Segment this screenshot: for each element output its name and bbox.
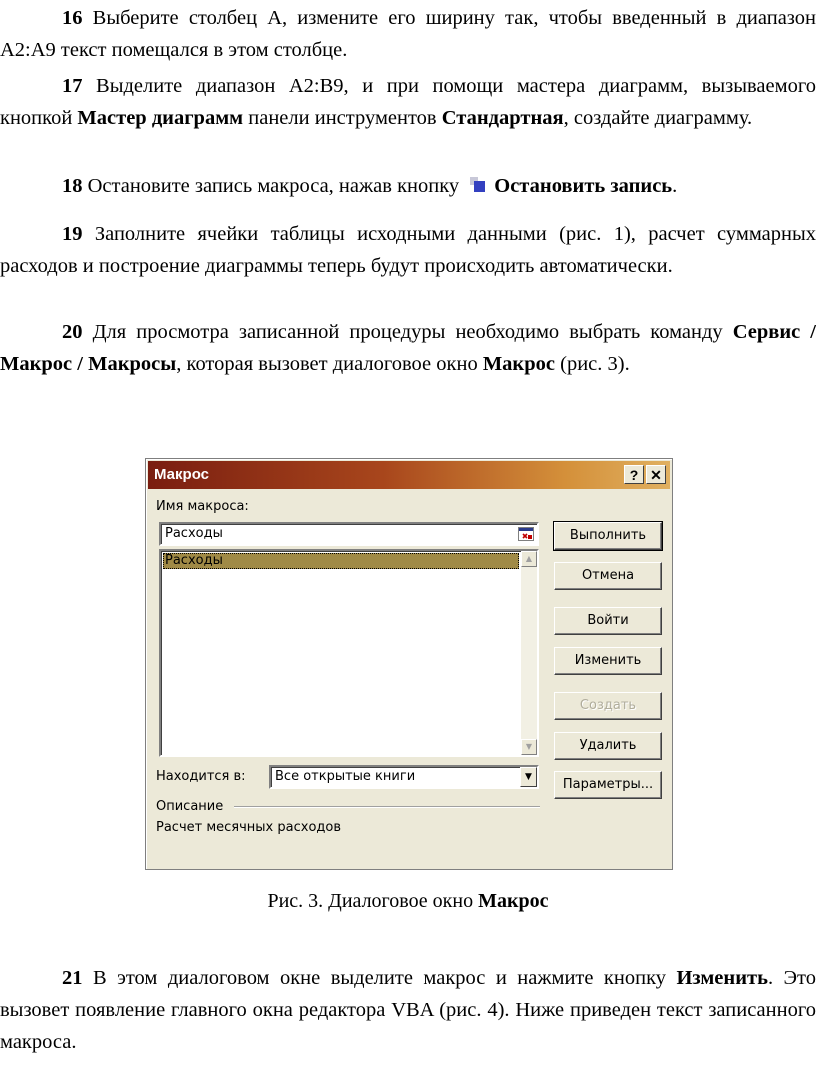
paragraph-number: 18	[62, 175, 83, 197]
paragraph-text: .	[672, 175, 678, 197]
bold-term: Остановить запись	[494, 175, 673, 197]
paragraph-number: 19	[62, 223, 83, 245]
run-button[interactable]: Выполнить	[554, 522, 662, 550]
macro-name-value: Расходы	[165, 526, 223, 541]
caption-text: Рис. 3. Диалоговое окно	[267, 890, 479, 912]
help-button[interactable]: ?	[624, 465, 644, 484]
paragraph-text: Выделите диапазон А2:В9, и при помощи мастера диаграмм, вызываемого кнопкой	[0, 75, 816, 129]
bold-term: Изменить	[676, 967, 768, 989]
paragraph-text: Заполните ячейки таблицы исходными данными (рис. 1), расчет суммарных расходов и построение диаграммы теперь будут происходить автоматически.	[0, 223, 816, 277]
macro-name-label: Имя макроса:	[156, 499, 249, 514]
step-into-button[interactable]: Войти	[554, 607, 662, 635]
figure-caption	[0, 888, 816, 914]
options-button[interactable]: Параметры...	[554, 771, 662, 799]
description-divider	[234, 806, 540, 808]
bold-term: Макрос	[482, 353, 555, 375]
paragraph-text: . Это вызовет появление главного окна редактора VBA (рис. 4). Ниже приведен текст записанного макроса.	[0, 967, 816, 1053]
location-value: Все открытые книги	[275, 769, 416, 784]
paragraph-number: 16	[62, 7, 83, 29]
paragraph-text: Остановите запись макроса, нажав кнопку	[87, 175, 460, 197]
bold-term: Сервис / Макрос / Макросы	[0, 321, 816, 375]
paragraph-number: 20	[62, 321, 83, 343]
stop-recording-icon	[466, 176, 488, 194]
paragraph-19	[0, 218, 816, 282]
location-label: Находится в:	[156, 769, 246, 784]
macro-name-input[interactable]	[159, 522, 539, 546]
paragraph-21	[0, 962, 816, 1058]
cancel-button[interactable]: Отмена	[554, 562, 662, 590]
paragraph-16	[0, 2, 816, 66]
delete-button[interactable]: Удалить	[554, 732, 662, 760]
scroll-up-icon[interactable]: ▲	[521, 551, 537, 567]
list-scrollbar[interactable]	[521, 551, 537, 755]
paragraph-number: 17	[62, 75, 83, 97]
paragraph-text: (рис. 3).	[555, 353, 630, 375]
paragraph-text: Выберите столбец А, измените его ширину так, чтобы введенный в диапазон А2:А9 текст помещался в этом столбце.	[0, 7, 816, 61]
paragraph-text: В этом диалоговом окне выделите макрос и нажмите кнопку	[92, 967, 677, 989]
paragraph-text: , которая вызовет диалоговое окно	[176, 353, 483, 375]
list-item[interactable]: Расходы	[163, 553, 519, 569]
paragraph-text: , создайте диаграмму.	[563, 107, 753, 129]
dialog-title: Макрос	[154, 466, 209, 483]
macro-list[interactable]	[159, 549, 539, 757]
macro-dialog	[145, 458, 673, 870]
edit-button[interactable]: Изменить	[554, 647, 662, 675]
paragraph-number: 21	[62, 967, 83, 989]
collapse-dialog-icon[interactable]	[518, 527, 534, 541]
bold-term: Мастер диаграмм	[77, 107, 244, 129]
paragraph-text: Для просмотра записанной процедуры необходимо выбрать команду	[92, 321, 733, 343]
paragraph-text: панели инструментов	[243, 107, 442, 129]
caption-bold: Макрос	[478, 890, 549, 912]
chevron-down-icon[interactable]: ▼	[520, 767, 537, 787]
description-label: Описание	[156, 799, 224, 814]
bold-term: Стандартная	[441, 107, 564, 129]
paragraph-17	[0, 70, 816, 134]
create-button[interactable]: Создать	[554, 692, 662, 720]
scroll-down-icon[interactable]: ▼	[521, 739, 537, 755]
description-text: Расчет месячных расходов	[156, 820, 341, 835]
paragraph-18	[0, 170, 816, 202]
paragraph-20	[0, 316, 816, 380]
location-select[interactable]	[269, 765, 539, 789]
dialog-titlebar[interactable]	[148, 461, 670, 489]
close-button[interactable]: ✕	[646, 465, 666, 484]
